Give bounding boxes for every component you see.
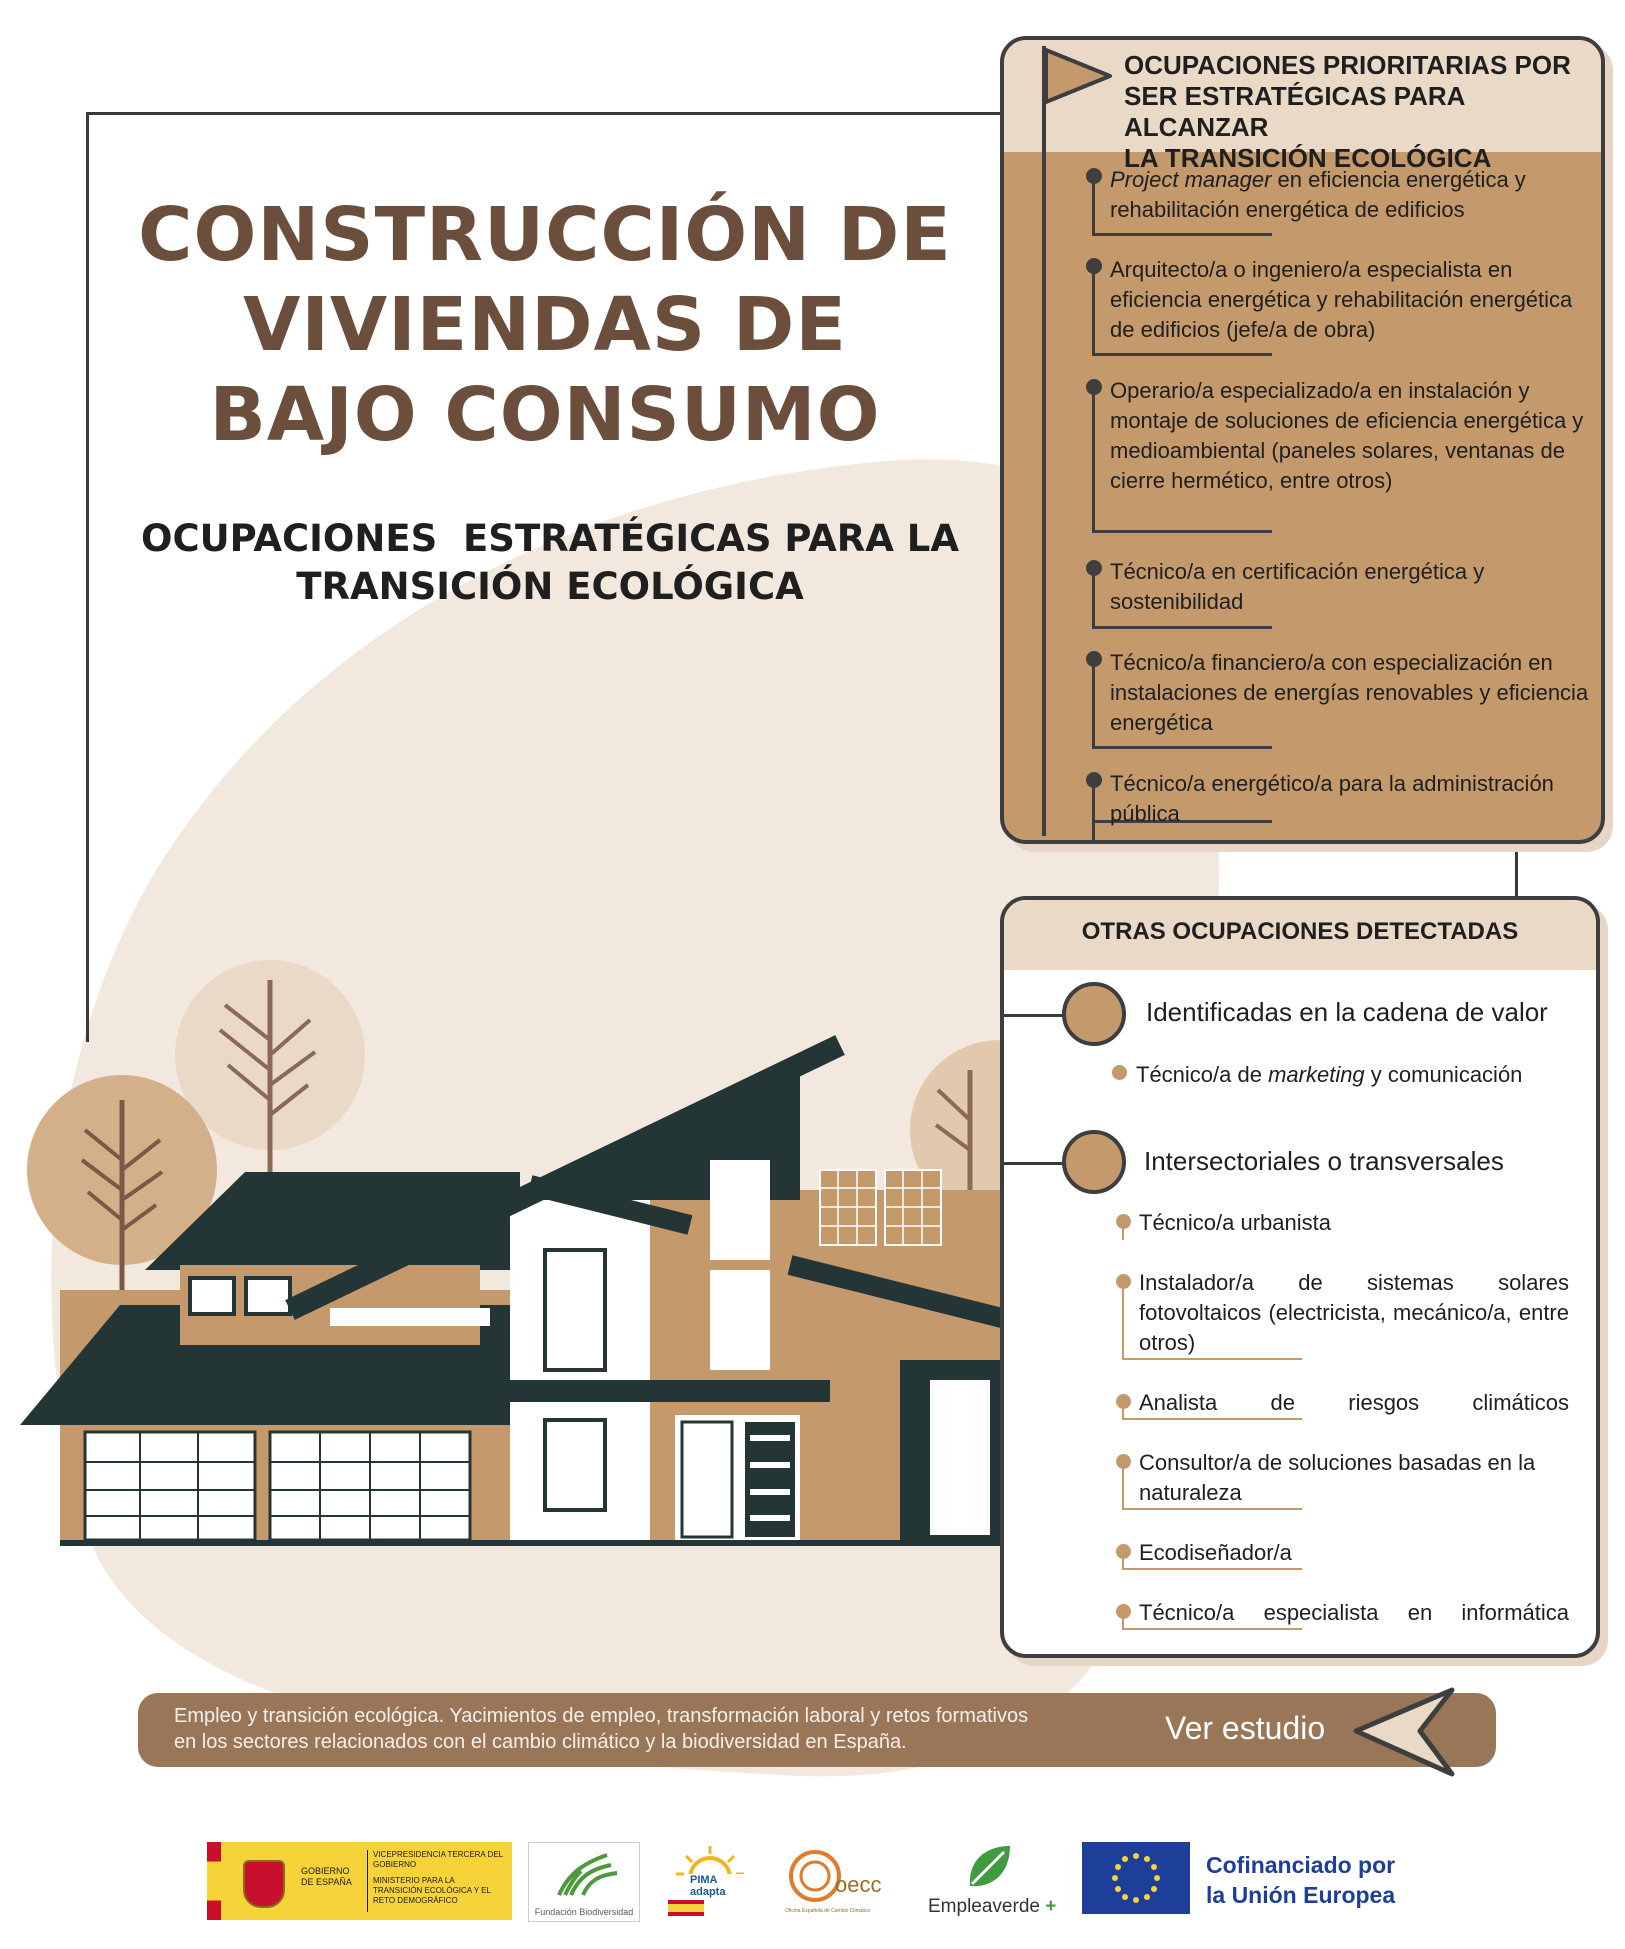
other-title: OTRAS OCUPACIONES DETECTADAS bbox=[1081, 918, 1519, 945]
priority-item-5: Técnico/a financiero/a con especialización en instalaciones de energías renovables y eficiencia energética bbox=[1110, 650, 1589, 735]
ministerio-name: MINISTERIO PARA LA TRANSICIÓN ECOLÓGICA Y EL RETO DEMOGRÁFICO bbox=[373, 1876, 491, 1905]
priority-item-6: Técnico/a energético/a para la administración pública bbox=[1110, 771, 1554, 826]
other-underline bbox=[1122, 1508, 1302, 1510]
other-connector bbox=[1122, 1466, 1124, 1510]
other-underline bbox=[1122, 1628, 1302, 1630]
frame-connector-line bbox=[1515, 852, 1518, 902]
priority-connector bbox=[1092, 572, 1095, 628]
pima-name: PIMA adapta bbox=[688, 1874, 756, 1898]
other-item-instalador: Instalador/a de sistemas solares fotovoltaicos (electricista, mecánico/a, entre otros) bbox=[1139, 1270, 1569, 1355]
oecc-subtitle: Oficina Española de Cambio Climático bbox=[785, 1908, 871, 1914]
arrow-left-icon[interactable] bbox=[1350, 1676, 1460, 1786]
fundacion-biodiversidad-logo bbox=[528, 1842, 640, 1922]
priority-underline bbox=[1092, 530, 1272, 533]
priority-connector bbox=[1092, 784, 1095, 840]
category-circle-icon bbox=[1062, 1130, 1126, 1194]
other-connector bbox=[1122, 1286, 1124, 1360]
house-illustration bbox=[10, 960, 1010, 1560]
priority-item-3: Operario/a especializado/a en instalación y montaje de soluciones de eficiencia energética y medioambiental (paneles solares, ventanas de cierre hermético, entre otros) bbox=[1110, 378, 1584, 493]
other-item-marketing-after: y comunicación bbox=[1364, 1062, 1523, 1087]
empleaverde-part-a: Emplea bbox=[928, 1896, 993, 1917]
category-label-2: Intersectoriales o transversales bbox=[1144, 1146, 1504, 1176]
priority-title-line-2: SER ESTRATÉGICAS PARA ALCANZAR bbox=[1124, 81, 1465, 142]
priority-title bbox=[1124, 50, 1594, 174]
empleaverde-plus: + bbox=[1045, 1896, 1057, 1917]
page-title bbox=[120, 190, 970, 460]
priority-connector bbox=[1092, 663, 1095, 749]
oecc-logo bbox=[785, 1842, 895, 1920]
study-description: Empleo y transición ecológica. Yacimientos de empleo, transformación laboral y retos formativos en los sectores relacionados con el cambio climático y la biodiversidad en España. bbox=[174, 1705, 1029, 1753]
empleaverde-name bbox=[928, 1896, 1056, 1918]
priority-title-line-1: OCUPACIONES PRIORITARIAS POR bbox=[1124, 50, 1571, 80]
other-underline bbox=[1122, 1358, 1302, 1360]
gobierno-logo bbox=[207, 1842, 512, 1920]
spain-flag-icon bbox=[207, 1842, 221, 1920]
logo-divider bbox=[367, 1850, 368, 1912]
empleaverde-logo bbox=[928, 1842, 1057, 1920]
other-item-analista: Analista de riesgos climáticos bbox=[1139, 1390, 1569, 1415]
other-connector bbox=[1122, 1226, 1124, 1240]
category-label-1: Identificadas en la cadena de valor bbox=[1146, 997, 1548, 1027]
gobierno-name: GOBIERNO DE ESPAÑA bbox=[301, 1866, 352, 1887]
priority-item-1-italic: Project manager bbox=[1110, 167, 1272, 192]
priority-connector bbox=[1092, 391, 1095, 533]
other-item-ecodisenador: Ecodiseñador/a bbox=[1139, 1540, 1292, 1565]
other-underline bbox=[1122, 1568, 1302, 1570]
leaf-icon bbox=[964, 1842, 1014, 1890]
frame-left-line bbox=[86, 112, 89, 1042]
other-item-consultor: Consultor/a de soluciones basadas en la naturaleza bbox=[1139, 1450, 1536, 1505]
other-panel bbox=[1000, 896, 1600, 1658]
other-item-marketing-italic: marketing bbox=[1268, 1062, 1365, 1087]
priority-underline bbox=[1092, 746, 1272, 749]
flag-pole bbox=[1042, 46, 1046, 836]
priority-item-2: Arquitecto/a o ingeniero/a especialista en eficiencia energética y rehabilitación energética de edificios (jefe/a de obra) bbox=[1110, 257, 1573, 342]
ver-estudio-link[interactable]: Ver estudio bbox=[1165, 1710, 1326, 1746]
eu-flag-icon bbox=[1082, 1842, 1190, 1914]
empleaverde-part-b: verde bbox=[992, 1896, 1040, 1917]
other-item-informatica: Técnico/a especialista en informática bbox=[1139, 1600, 1569, 1625]
other-underline bbox=[1122, 1418, 1302, 1420]
frame-top-line bbox=[86, 112, 1002, 115]
eu-line-1: Cofinanciado por bbox=[1206, 1852, 1396, 1878]
page-subtitle bbox=[140, 515, 960, 611]
other-item-marketing-before: Técnico/a de bbox=[1136, 1062, 1269, 1087]
priority-underline bbox=[1092, 353, 1272, 356]
priority-item-1 bbox=[1110, 165, 1600, 225]
eu-logo bbox=[1082, 1842, 1412, 1920]
category-connector bbox=[1004, 1162, 1064, 1165]
other-bullet-icon bbox=[1112, 1065, 1127, 1080]
coat-of-arms-icon bbox=[243, 1860, 285, 1908]
vicepresidencia-name: VICEPRESIDENCIA TERCERA DEL GOBIERNO bbox=[373, 1850, 503, 1869]
priority-item-1-text: en eficiencia energética y rehabilitación energética de edificios bbox=[1110, 167, 1526, 222]
priority-underline bbox=[1092, 233, 1272, 236]
other-item-marketing bbox=[1136, 1060, 1566, 1090]
other-header bbox=[1004, 900, 1596, 970]
eu-line-2: la Unión Europea bbox=[1206, 1882, 1396, 1908]
priority-panel bbox=[1000, 36, 1605, 844]
page-title-line-2: VIVIENDAS DE bbox=[243, 282, 847, 368]
fundacion-name: Fundación Biodiversidad bbox=[534, 1907, 634, 1917]
other-item-urbanista: Técnico/a urbanista bbox=[1139, 1210, 1331, 1235]
page-title-line-3: BAJO CONSUMO bbox=[209, 372, 881, 458]
priority-connector bbox=[1092, 180, 1095, 236]
grass-icon bbox=[529, 1843, 639, 1899]
priority-underline bbox=[1092, 626, 1272, 629]
pima-adapta-logo bbox=[664, 1842, 756, 1920]
priority-connector bbox=[1092, 270, 1095, 356]
category-circle-icon bbox=[1062, 982, 1126, 1046]
subtitle-line-2: TRANSICIÓN ECOLÓGICA bbox=[296, 565, 804, 608]
priority-item-4: Técnico/a en certificación energética y sostenibilidad bbox=[1110, 559, 1485, 614]
priority-title-line-3: LA TRANSICIÓN ECOLÓGICA bbox=[1124, 143, 1492, 173]
subtitle-line-1: OCUPACIONES ESTRATÉGICAS PARA LA bbox=[141, 517, 959, 560]
category-connector bbox=[1004, 1014, 1064, 1017]
page-title-line-1: CONSTRUCCIÓN DE bbox=[138, 192, 952, 278]
pima-flag-icon bbox=[668, 1900, 704, 1916]
oecc-name: oecc bbox=[835, 1872, 882, 1897]
flag-icon bbox=[1044, 48, 1114, 108]
